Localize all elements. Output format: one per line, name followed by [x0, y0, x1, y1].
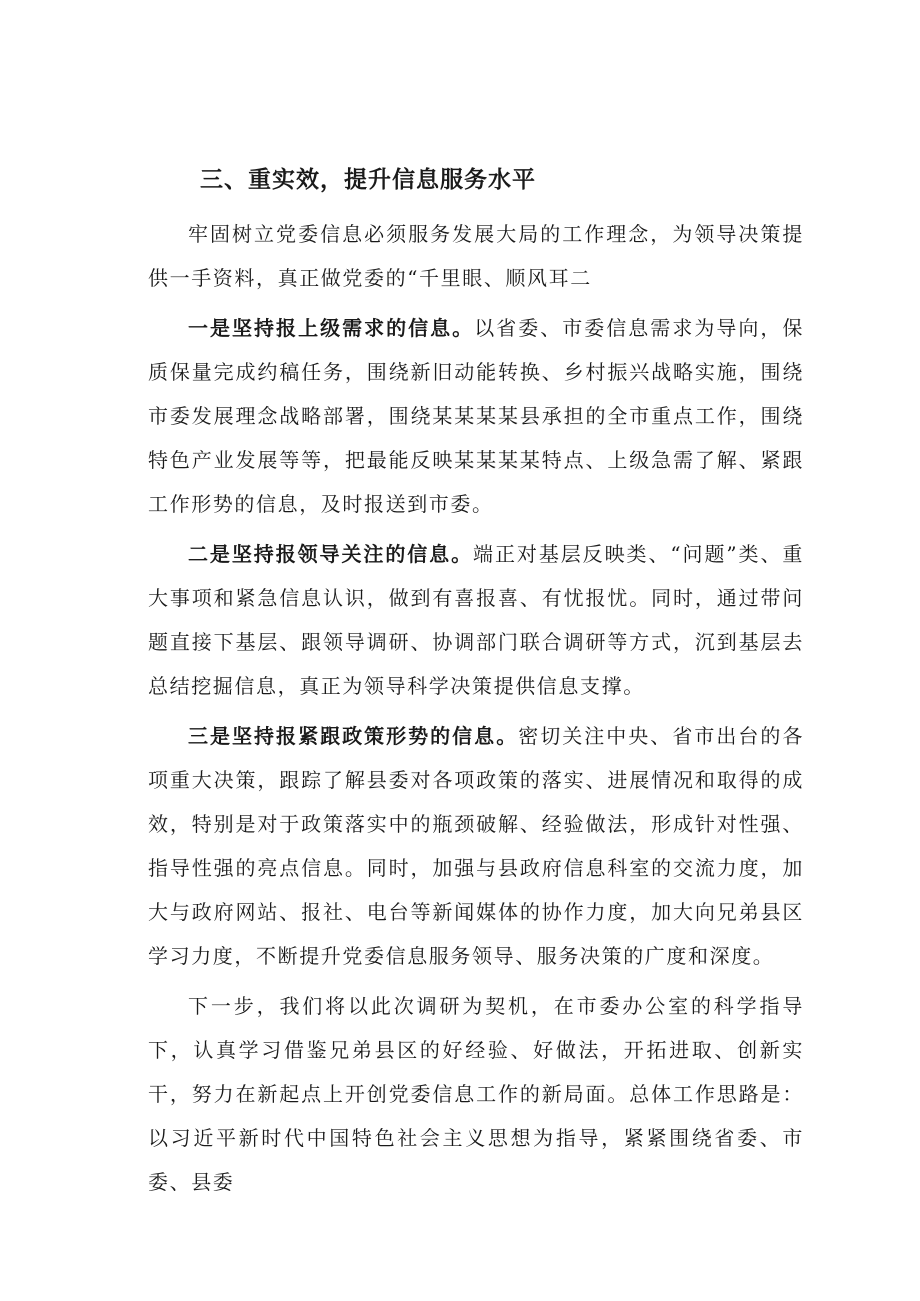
document-page [148, 158, 804, 1204]
paragraph-policy-trend [148, 714, 804, 978]
intro-paragraph: 牢固树立党委信息必须服务发展大局的工作理念，为领导决策提供一手资料，真正做党委的“千里眼、顺风耳二 [148, 222, 804, 290]
paragraph-superior-demand [148, 306, 804, 526]
paragraph-body: 端正对基层反映类、“问题”类、重大事项和紧急信息认识，做到有喜报喜、有忧报忧。同时，通过带问题直接下基层、跟领导调研、协调部门联合调研等方式，沉到基层去总结挖掘信息，真正为领导科学决策提供信息支撑。 [148, 542, 804, 698]
paragraph-lead: 三是坚持报紧跟政策形势的信息。 [188, 724, 519, 748]
paragraph-body: 以省委、市委信息需求为导向，保质保量完成约稿任务，围绕新旧动能转换、乡村振兴战略实施，围绕市委发展理念战略部署，围绕某某某某县承担的全市重点工作，围绕特色产业发展等等，把最能反映某某某某特点、上级急需了解、紧跟工作形势的信息，及时报送到市委。 [148, 316, 804, 516]
section-heading: 三、重实效，提升信息服务水平 [200, 167, 536, 193]
paragraph-body: 密切关注中央、省市出台的各项重大决策，跟踪了解县委对各项政策的落实、进展情况和取得的成效，特别是对于政策落实中的瓶颈破解、经验做法，形成针对性强、指导性强的亮点信息。同时，加强与县政府信息科室的交流力度，加大与政府网站、报社、电台等新闻媒体的协作力度，加大向兄弟县区学习力度，不断提升党委信息服务领导、服务决策的广度和深度。 [148, 724, 804, 968]
paragraph-lead: 二是坚持报领导关注的信息。 [188, 542, 474, 566]
paragraph-next-steps: 下一步，我们将以此次调研为契机，在市委办公室的科学指导下，认真学习借鉴兄弟县区的好经验、好做法，开拓进取、创新实干，努力在新起点上开创党委信息工作的新局面。总体工作思路是：以习近平新时代中国特色社会主义思想为指导，紧紧围绕省委、市委、县委 [148, 994, 804, 1194]
paragraph-lead: 一是坚持报上级需求的信息。 [188, 316, 475, 340]
paragraph-leader-focus [148, 532, 804, 708]
